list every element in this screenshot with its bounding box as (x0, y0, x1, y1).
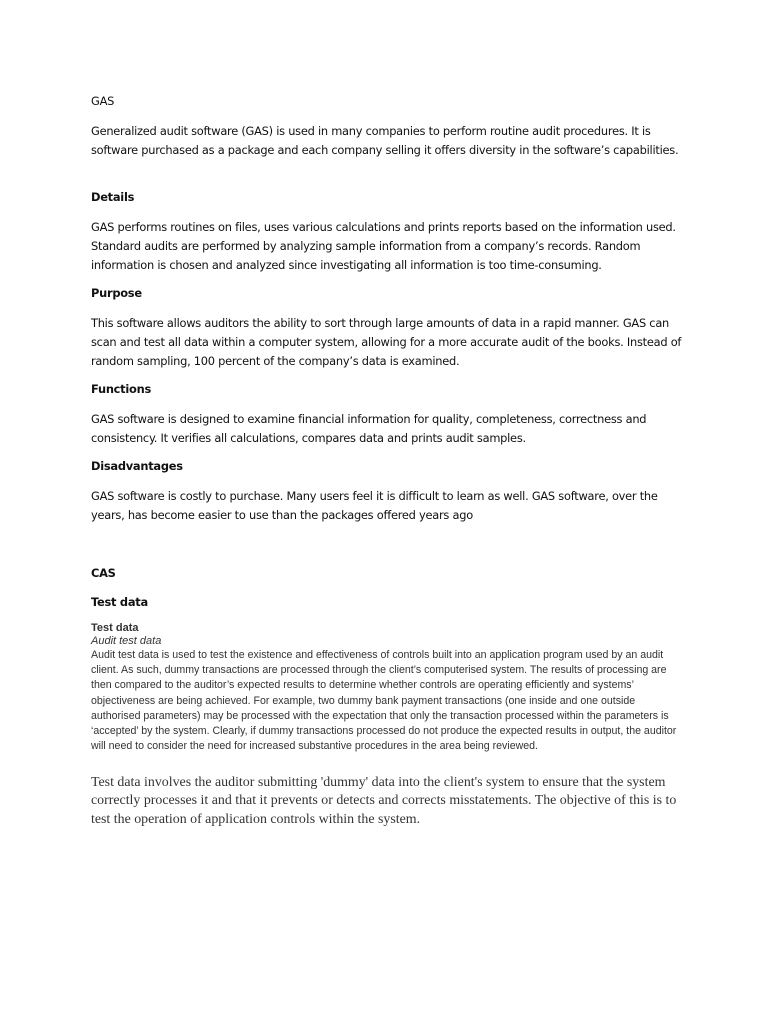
disadvantages-heading: Disadvantages (91, 459, 183, 473)
gas-intro-paragraph: Generalized audit software (GAS) is used in many companies to perform routine audit procedures. It is software purchased as a package and each company selling it offers diversity in the software’s capabilities. (91, 124, 679, 157)
test-data-subtitle: Test data (91, 595, 148, 609)
closing-paragraph: Test data involves the auditor submitting 'dummy' data into the client's system to ensure that the system correctly processes it and that it prevents or detects and corrects misstatements. The objective of this is to test the operation of application controls within the system. (91, 775, 677, 827)
functions-heading: Functions (91, 382, 151, 396)
excerpt-heading: Test data (91, 622, 139, 634)
excerpt-subheading: Audit test data (91, 635, 162, 647)
details-heading: Details (91, 190, 135, 204)
cas-title: CAS (91, 566, 116, 580)
functions-paragraph: GAS software is designed to examine financial information for quality, completeness, correctness and consistency. It verifies all calculations, compares data and prints audit samples. (91, 412, 647, 445)
gas-title: GAS (91, 94, 115, 108)
purpose-heading: Purpose (91, 286, 142, 300)
disadvantages-paragraph: GAS software is costly to purchase. Many users feel it is difficult to learn as well. GAS software, over the years, has become easier to use than the packages offered years ago (91, 489, 658, 522)
details-paragraph: GAS performs routines on files, uses various calculations and prints reports based on the information used. Standard audits are performed by analyzing sample information from a company’s records. Random information is chosen and analyzed since investigating all information is too time-consuming. (91, 220, 676, 272)
excerpt-paragraph: Audit test data is used to test the existence and effectiveness of controls built into an application program used by an audit client. As such, dummy transactions are processed through the client’s computerised system. The results of processing are then compared to the auditor’s expected results to determine whether controls are operating efficiently and systems’ objectiveness are being achieved. For example, two dummy bank payment transactions (one inside and one outside authorised parameters) may be processed with the expectation that only the transaction processed within the parameters is ‘accepted’ by the system. Clearly, if dummy transactions processed do not produce the expected results in output, the auditor will need to consider the need for increased substantive procedures in the area being reviewed. (91, 649, 677, 753)
purpose-paragraph: This software allows auditors the ability to sort through large amounts of data in a rapid manner. GAS can scan and test all data within a computer system, allowing for a more accurate audit of the books. Instead of random sampling, 100 percent of the company’s data is examined. (91, 316, 682, 368)
